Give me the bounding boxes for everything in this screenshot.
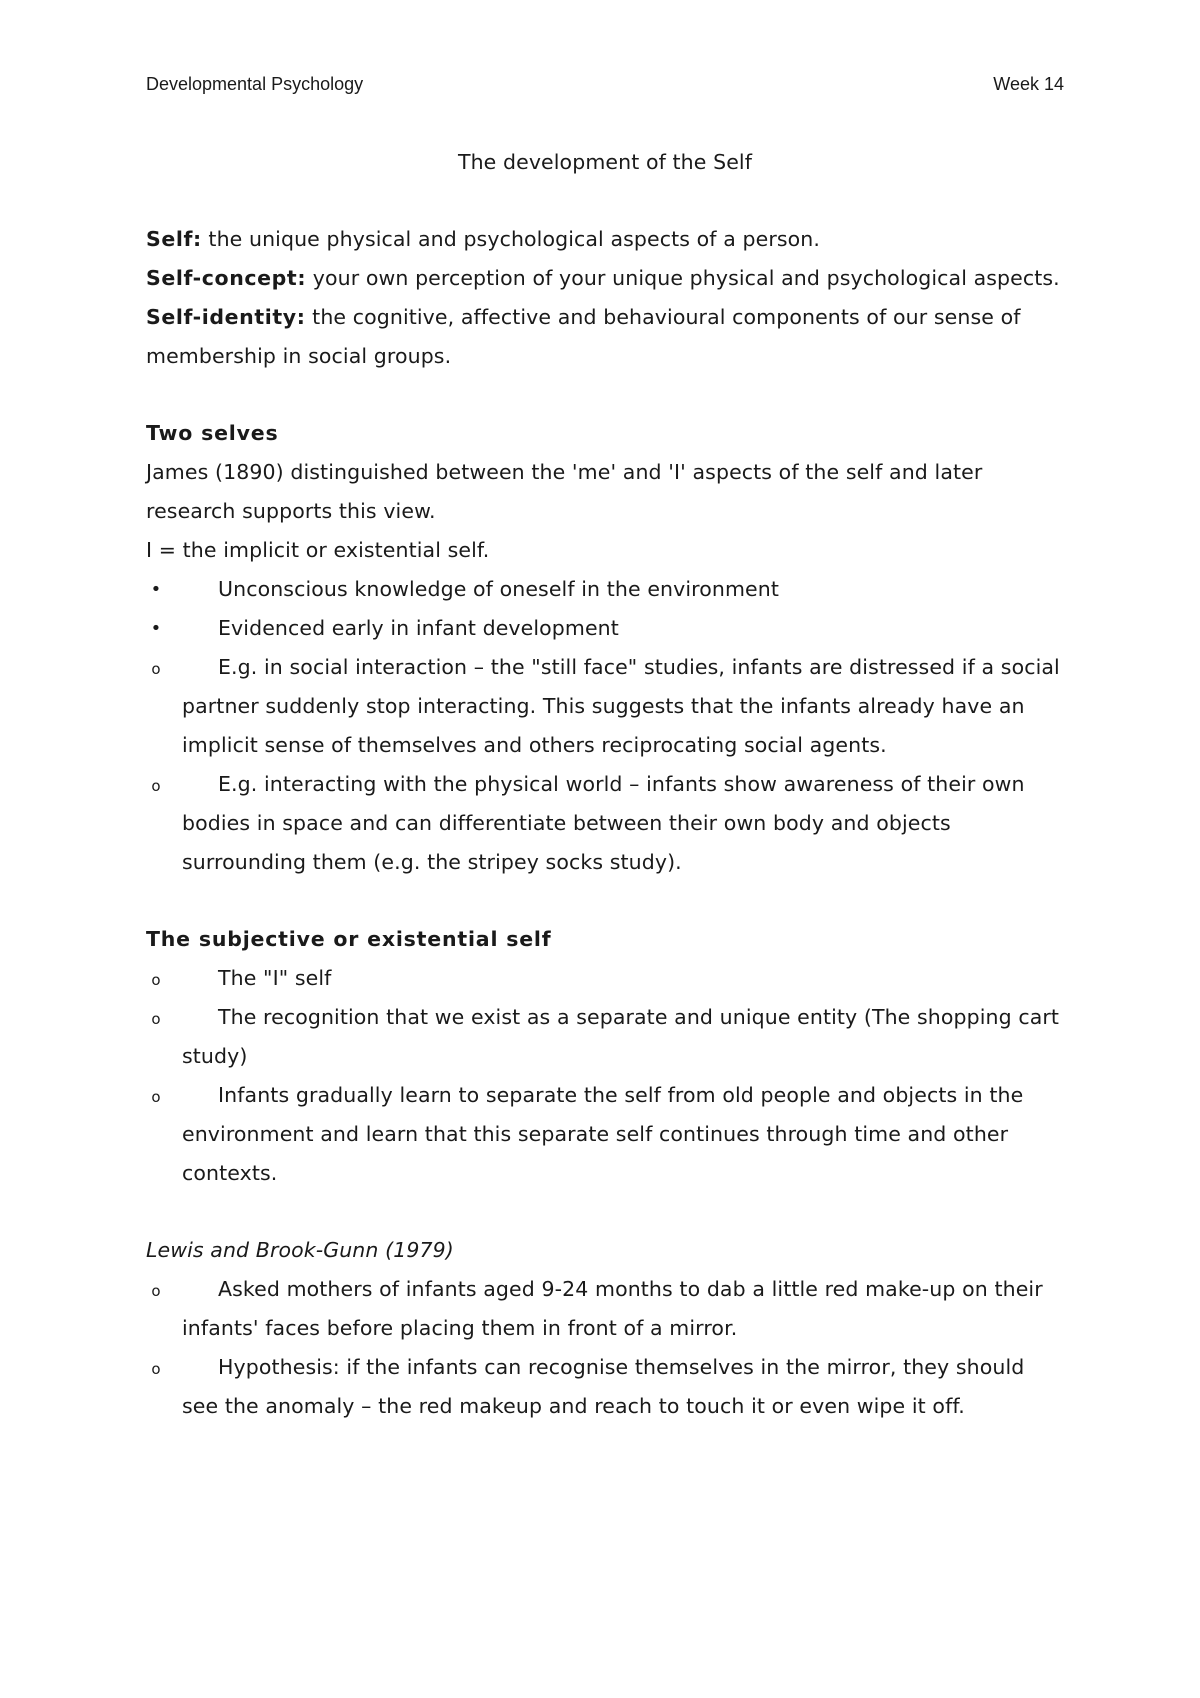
header-course-title: Developmental Psychology	[146, 74, 364, 94]
list-item-text: Unconscious knowledge of oneself in the environment	[218, 577, 779, 601]
header-week-label: Week 14	[993, 74, 1064, 94]
list-item-text: The "I" self	[218, 966, 332, 990]
list-item	[146, 1270, 1064, 1348]
list-item-text: Hypothesis: if the infants can recognise themselves in the mirror, they should see the anomaly – the red makeup and reach to touch it or even wipe it off.	[182, 1355, 1025, 1418]
circle-marker: o	[151, 1360, 161, 1378]
definition-self	[146, 220, 1064, 259]
list-item-text: E.g. in social interaction – the "still face" studies, infants are distressed if a social partner suddenly stop interacting. This suggests that the infants already have an implicit sense of themselves and others reciprocating social agents.	[182, 655, 1060, 757]
document-title: The development of the Self	[457, 150, 753, 174]
list-item	[146, 1348, 1064, 1426]
list-item	[146, 765, 1064, 882]
list-item	[146, 570, 1064, 609]
list-item-text: Infants gradually learn to separate the self from old people and objects in the environment and learn that this separate self continues through time and other contexts.	[182, 1083, 1024, 1185]
list-item	[146, 998, 1064, 1076]
definition-text: the cognitive, affective and behavioural components of our sense of membership in social groups.	[146, 305, 1021, 368]
section-heading-subjective-self: The subjective or existential self	[146, 927, 552, 951]
list-item	[146, 959, 1064, 998]
circle-marker: o	[151, 1282, 161, 1300]
bullet-marker: •	[150, 618, 162, 639]
definition-text: the unique physical and psychological aspects of a person.	[201, 227, 820, 251]
list-item-text: The recognition that we exist as a separate and unique entity (The shopping cart study)	[182, 1005, 1060, 1068]
definition-term: Self-concept:	[146, 266, 307, 290]
two-selves-list	[146, 570, 1064, 882]
definition-term: Self-identity:	[146, 305, 306, 329]
circle-marker: o	[151, 971, 161, 989]
definition-text: your own perception of your unique physical and psychological aspects.	[306, 266, 1060, 290]
list-item	[146, 648, 1064, 765]
list-item	[146, 609, 1064, 648]
page-header	[146, 74, 1064, 98]
circle-marker: o	[151, 660, 161, 678]
definition-self-identity	[146, 298, 1064, 376]
definition-term: Self:	[146, 227, 202, 251]
circle-marker: o	[151, 1010, 161, 1028]
section-heading-lewis-brook-gunn: Lewis and Brook-Gunn (1979)	[146, 1238, 454, 1262]
circle-marker: o	[151, 1088, 161, 1106]
list-item	[146, 1076, 1064, 1193]
paragraph-i-self: I = the implicit or existential self.	[146, 538, 490, 562]
list-item-text: Evidenced early in infant development	[218, 616, 619, 640]
section-heading-two-selves: Two selves	[146, 421, 279, 445]
list-item-text: Asked mothers of infants aged 9-24 months to dab a little red make-up on their infants' faces before placing them in front of a mirror.	[182, 1277, 1043, 1340]
paragraph-james: James (1890) distinguished between the 'me' and 'I' aspects of the self and later research supports this view.	[146, 460, 983, 523]
lewis-study-list	[146, 1270, 1064, 1426]
circle-marker: o	[151, 777, 161, 795]
document-body	[146, 143, 1064, 1426]
bullet-marker: •	[150, 579, 162, 600]
definition-self-concept	[146, 259, 1064, 298]
subjective-self-list	[146, 959, 1064, 1193]
list-item-text: E.g. interacting with the physical world – infants show awareness of their own bodies in space and can differentiate between their own body and objects surrounding them (e.g. the stripey socks study).	[182, 772, 1025, 874]
